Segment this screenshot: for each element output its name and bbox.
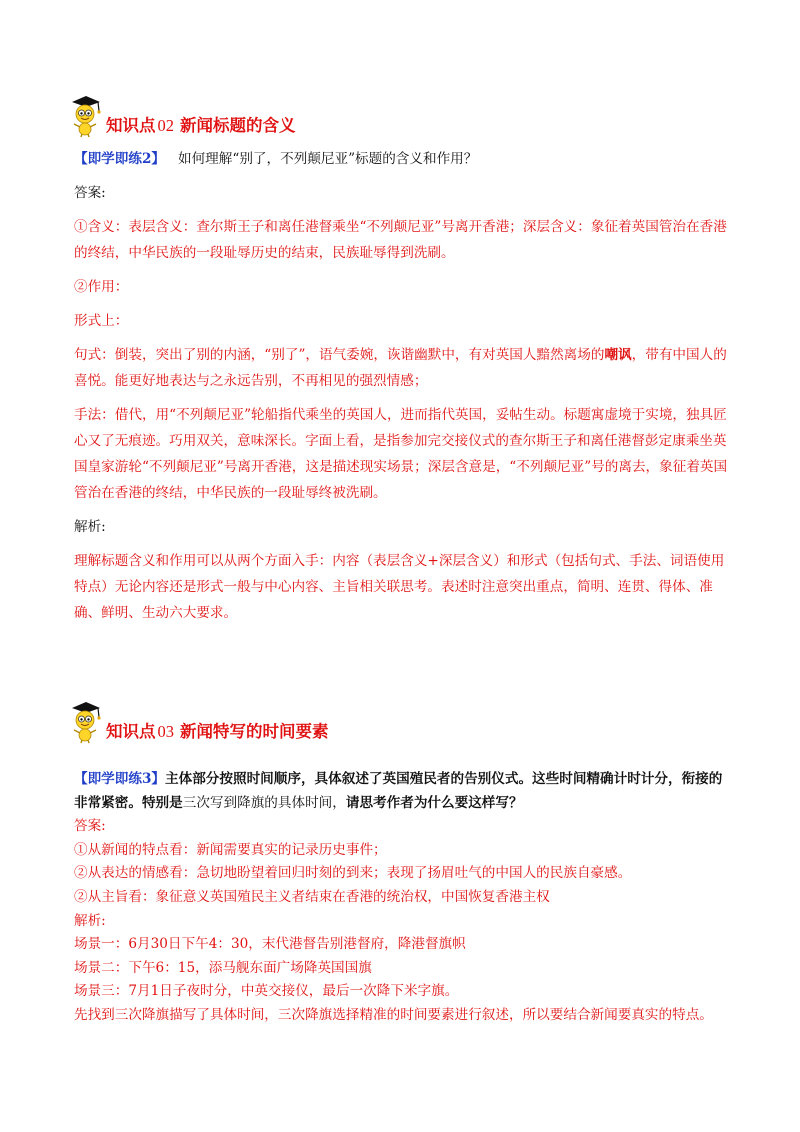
analysis-label: 解析:: [74, 519, 106, 535]
section-prefix: 知识点: [106, 116, 156, 135]
section-number: 02: [157, 116, 174, 135]
analysis-conclusion: 先找到三次降旗描写了具体时间，三次降旗选择精准的时间要素进行叙述，所以要结合新闻要真实的特点。: [74, 1006, 713, 1023]
answer-meaning: ①含义：表层含义：查尔斯王子和离任港督乘坐“不列颠尼亚”号离开香港；深层含义：象征着英国管治在香港的终结，中华民族的一段耻辱历史的结束，民族耻辱得到洗刷。: [74, 219, 727, 261]
section-prefix: 知识点: [106, 722, 156, 741]
analysis-text: 理解标题含义和作用可以从两个方面入手：内容（表层含义+深层含义）和形式（包括句式、手法、词语使用特点）无论内容还是形式一般与中心内容、主旨相关联思考。表述时注意突出重点，简明、连贯、得体、准确、鲜明、生动六大要求。: [74, 553, 725, 621]
graduate-mascot-icon: [68, 700, 104, 744]
answer-sentence-pattern: [74, 342, 734, 394]
graduate-mascot-icon: [68, 94, 104, 138]
scene-3: 场景三：7月1日子夜时分，中英交接仪，最后一次降下米字旗。: [74, 983, 459, 1000]
exercise-2-block: [74, 146, 734, 626]
exercise-tag: 【即学即练2】: [74, 151, 166, 167]
analysis-label: 解析:: [74, 912, 106, 929]
section-header-03: [68, 700, 329, 744]
sentence-emphasis: 嘲讽: [604, 347, 632, 363]
exercise-question-b: 三次写到降旗的具体时间，: [182, 794, 346, 811]
sentence-text-b: ，带有中国人的喜悦。能更好地表达与之永远告别，不再相见的强烈情感；: [74, 347, 727, 389]
scene-2: 场景二：下午6：15，添马舰东面广场降英国国旗: [74, 959, 372, 976]
sentence-text-a: 句式：倒装，突出了别的内涵，“别了”，语气委婉，诙谐幽默中，有对英国人黯然离场的: [74, 347, 605, 363]
answer-form-label: 形式上：: [74, 313, 129, 329]
exercise-question: 如何理解“别了，不列颠尼亚”标题的含义和作用？: [178, 151, 478, 167]
answer-technique: 手法：借代，用“不列颠尼亚”轮船指代乘坐的英国人，进而指代英国，妥帖生动。标题寓虚境于实境，独具匠心又了无痕迹。巧用双关，意味深长。字面上看，是指参加完交接仪式的查尔斯王子和离任港督彭定康乘坐英国皇家游轮“不列颠尼亚”号离开香港，这是描述现实场景；深层含意是，“不列颠尼亚”号的离去，象征着英国管治在香港的终结，中华民族的一段耻辱终被洗刷。: [74, 407, 728, 501]
section-title: [106, 722, 329, 744]
scene-1: 场景一：6月30日下午4：30，末代港督告别港督府，降港督旗帜: [74, 936, 466, 953]
section-title-text: 新闻特写的时间要素: [180, 722, 329, 741]
section-number: 03: [157, 722, 174, 741]
section-title: [106, 116, 296, 138]
exercise-3-block: [74, 768, 734, 1028]
answer-item-2: ②从表达的情感看：急切地盼望着回归时刻的到来；表现了扬眉吐气的中国人的民族自豪感。: [74, 865, 632, 882]
answer-label: 答案:: [74, 818, 106, 835]
answer-item-1: ①从新闻的特点看：新闻需要真实的记录历史事件；: [74, 841, 387, 858]
exercise-tag: 【即学即练3】: [74, 771, 166, 787]
answer-effect-label: ②作用：: [74, 279, 129, 295]
exercise-question-a: 主体部分按照时间顺序，具体叙述了英国殖民者的告别仪式。这些时间精确计时计分，衔接的非常紧密。特别是: [74, 771, 723, 811]
answer-label: 答案:: [74, 185, 106, 201]
section-title-text: 新闻标题的含义: [180, 116, 296, 135]
exercise-question-c: 请思考作者为什么要这样写？: [345, 794, 523, 811]
answer-item-3: ②从主旨看：象征意义英国殖民主义者结束在香港的统治权，中国恢复香港主权: [74, 888, 550, 905]
section-header-02: [68, 94, 296, 138]
